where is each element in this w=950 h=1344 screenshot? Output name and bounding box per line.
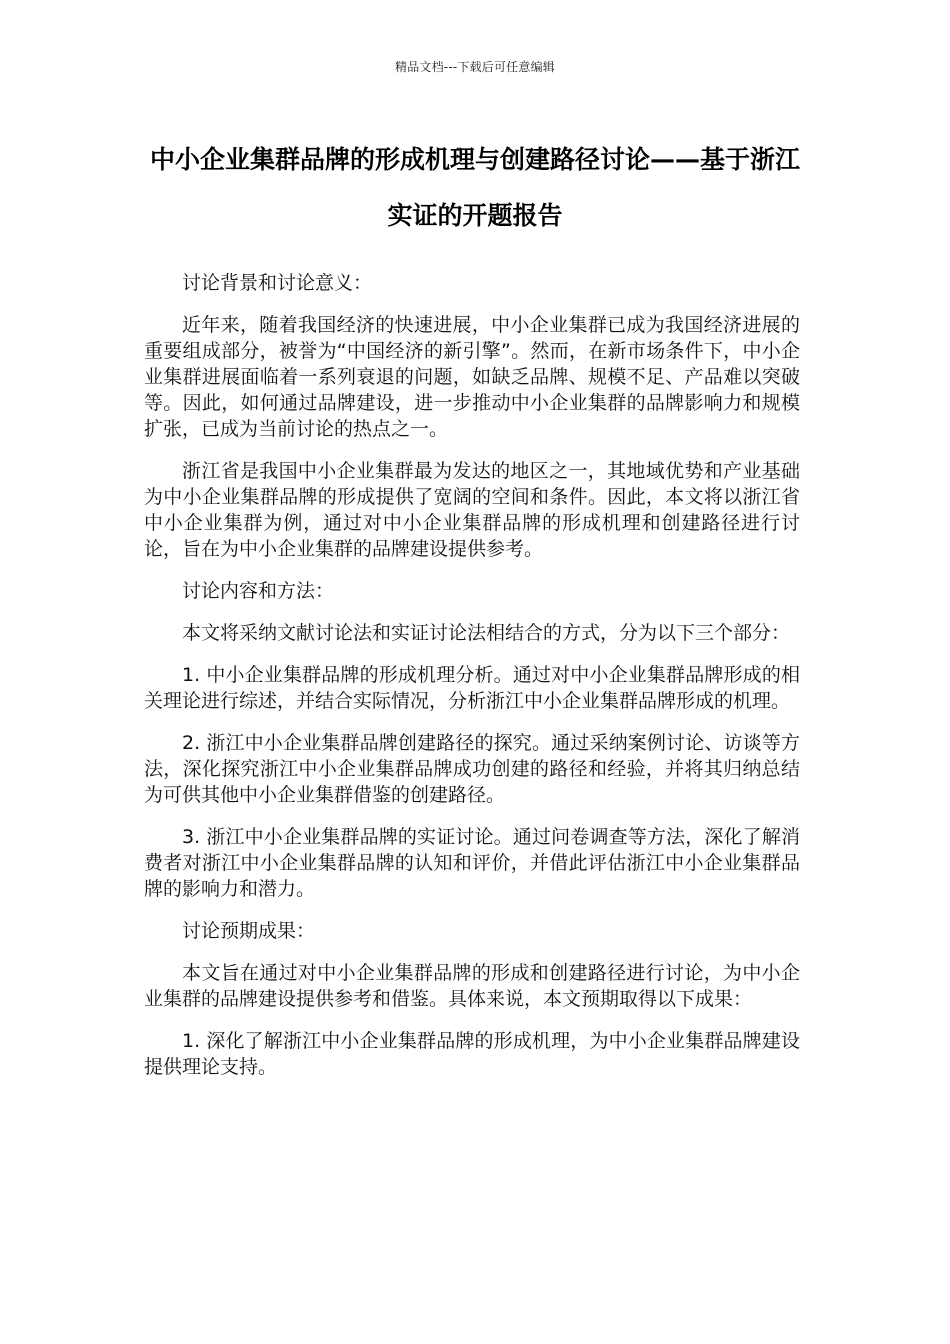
paragraph-method-intro: 本文将采纳文献讨论法和实证讨论法相结合的方式，分为以下三个部分：	[182, 622, 791, 644]
list-item-method-3: 3. 浙江中小企业集群品牌的实证讨论。通过问卷调查等方法，深化了解消费者对浙江中小企业集群品牌的认知和评价，并借此评估浙江中小企业集群品牌的影响力和潜力。	[144, 826, 800, 900]
header-note: 精品文档---下载后可任意编辑	[395, 60, 555, 74]
list-item-method-2: 2. 浙江中小企业集群品牌创建路径的探究。通过采纳案例讨论、访谈等方法，深化探究浙江中小企业集群品牌成功创建的路径和经验，并将其归纳总结为可供其他中小企业集群借鉴的创建路径。	[144, 732, 800, 806]
paragraph-results-intro: 本文旨在通过对中小企业集群品牌的形成和创建路径进行讨论，为中小企业集群的品牌建设提供参考和借鉴。具体来说，本文预期取得以下成果：	[144, 962, 800, 1010]
list-item-method-1: 1. 中小企业集群品牌的形成机理分析。通过对中小企业集群品牌形成的相关理论进行综述，并结合实际情况，分析浙江中小企业集群品牌形成的机理。	[144, 664, 800, 712]
section-heading-background: 讨论背景和讨论意义：	[182, 272, 373, 294]
document-body	[144, 270, 800, 1096]
paragraph-background-2: 浙江省是我国中小企业集群最为发达的地区之一，其地域优势和产业基础为中小企业集群品牌的形成提供了宽阔的空间和条件。因此，本文将以浙江省中小企业集群为例，通过对中小企业集群品牌的形成机理和创建路径进行讨论，旨在为中小企业集群的品牌建设提供参考。	[144, 460, 800, 560]
document-title: 中小企业集群品牌的形成机理与创建路径讨论——基于浙江实证的开题报告	[149, 145, 800, 230]
list-item-result-1: 1. 深化了解浙江中小企业集群品牌的形成机理，为中小企业集群品牌建设提供理论支持。	[144, 1030, 800, 1078]
section-heading-content-method: 讨论内容和方法：	[182, 580, 335, 602]
paragraph-background-1: 近年来，随着我国经济的快速进展，中小企业集群已成为我国经济进展的重要组成部分，被誉为“中国经济的新引擎”。然而，在新市场条件下，中小企业集群进展面临着一系列衰退的问题，如缺乏品牌、规模不足、产品难以突破等。因此，如何通过品牌建设，进一步推动中小企业集群的品牌影响力和规模扩张，已成为当前讨论的热点之一。	[144, 314, 800, 440]
section-heading-expected-results: 讨论预期成果：	[182, 920, 316, 942]
